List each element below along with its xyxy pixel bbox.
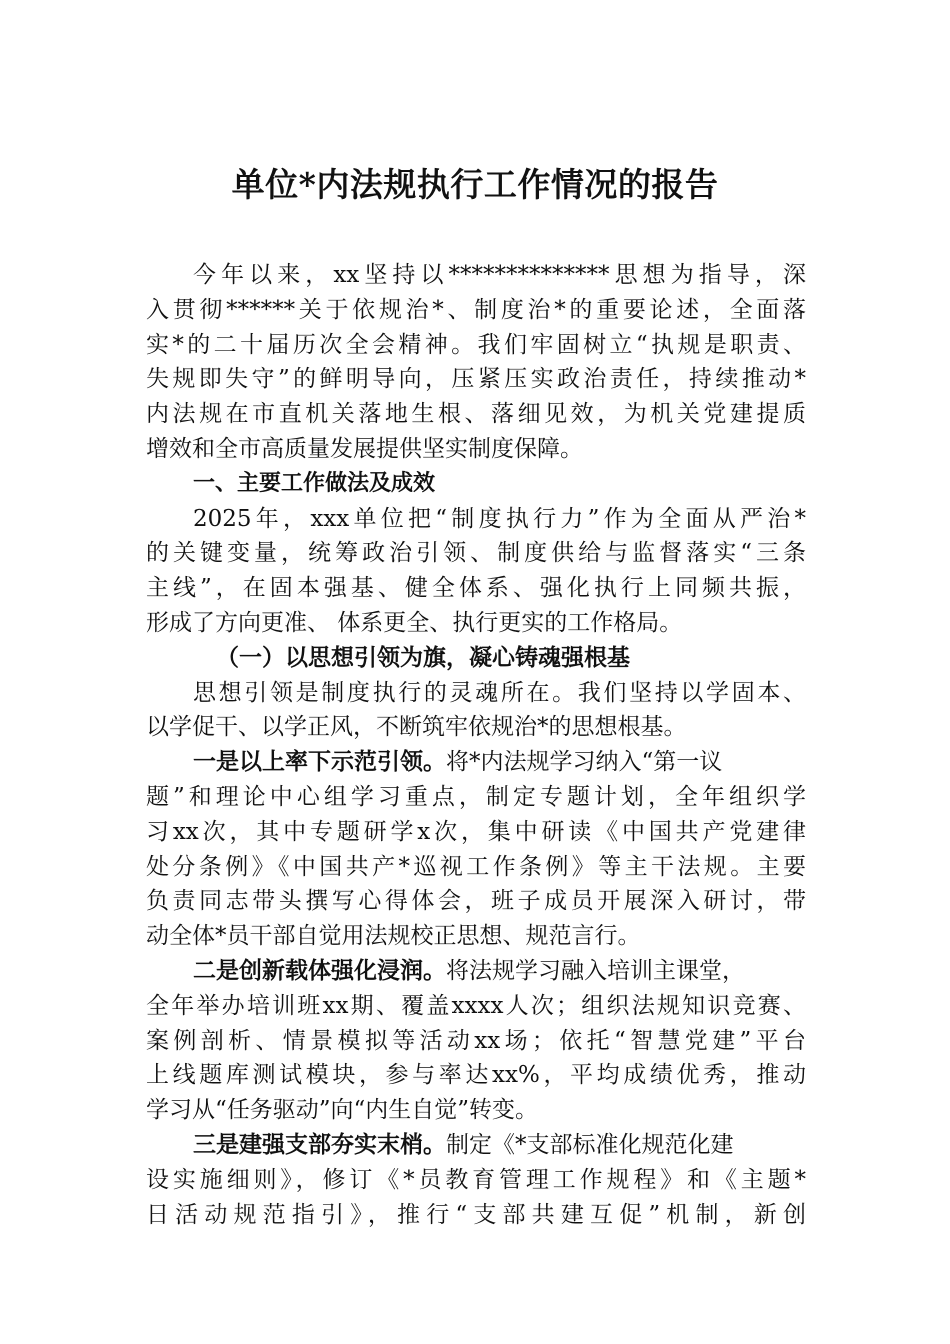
subsection-heading: （一）以思想引领为旗，凝心铸魂强根基 [216, 643, 630, 671]
paragraph-line: 全年举办培训班xx期、覆盖xxxx人次；组织法规知识竞赛、 [146, 992, 806, 1019]
paragraph-line: 失规即失守”的鲜明导向，压紧压实政治责任，持续推动* [146, 366, 806, 393]
paragraph-line [146, 1128, 806, 1163]
paragraph-line: 实*的二十届历次全会精神。我们牢固树立“执规是职责、 [146, 331, 806, 358]
paragraph-lead: 二是创新载体强化浸润。 [193, 956, 446, 984]
paragraph-text: 将法规学习融入培训主课堂， [446, 957, 745, 984]
paragraph-lead: 一是以上率下示范引领。 [193, 748, 446, 776]
paragraph-line: 处分条例》《中国共产*巡视工作条例》等主干法规。主要 [146, 853, 806, 880]
paragraph-line: 上线题库测试模块，参与率达xx%，平均成绩优秀，推动 [146, 1062, 806, 1089]
paragraph-line: 增效和全市高质量发展提供坚实制度保障。 [146, 435, 583, 462]
document-body [146, 258, 806, 1232]
paragraph-line: 内法规在市直机关落地生根、落细见效，为机关党建提质 [146, 401, 806, 428]
paragraph-line: 题”和理论中心组学习重点，制定专题计划，全年组织学 [146, 783, 806, 810]
paragraph-line: 形成了方向更准、 体系更全、执行更实的工作格局。 [146, 609, 683, 636]
paragraph-line: 2025年，xxx单位把“制度执行力”作为全面从严治* [193, 505, 806, 532]
document-title: 单位*内法规执行工作情况的报告 [231, 165, 719, 204]
paragraph-lead: 三是建强支部夯实末梢。 [193, 1130, 446, 1158]
paragraph-line: 动全体*员干部自觉用法规校正思想、规范言行。 [146, 923, 641, 950]
paragraph-line: 习xx次，其中专题研学x次，集中研读《中国共产党建律 [146, 818, 806, 845]
paragraph-line: 学习从“任务驱动”向“内生自觉”转变。 [146, 1097, 539, 1124]
paragraph-line: 设实施细则》，修订《*员教育管理工作规程》和《主题* [146, 1166, 806, 1193]
paragraph-text: 将*内法规学习纳入“第一议 [446, 749, 723, 776]
paragraph-line: 以学促干、以学正风，不断筑牢依规治*的思想根基。 [146, 714, 687, 741]
paragraph-line: 案例剖析、情景模拟等活动xx场；依托“智慧党建”平台 [146, 1027, 806, 1054]
paragraph-line: 入贯彻******关于依规治*、制度治*的重要论述，全面落 [146, 296, 806, 323]
paragraph-line [146, 954, 806, 989]
paragraph-line: 的关键变量，统筹政治引领、制度供给与监督落实“三条 [146, 540, 806, 567]
paragraph-line: 思想引领是制度执行的灵魂所在。我们坚持以学固本、 [193, 679, 806, 706]
paragraph-line: 今年以来，xx坚持以**************思想为指导，深 [193, 262, 806, 288]
paragraph-line [146, 745, 806, 780]
paragraph-line: 主线”，在固本强基、健全体系、强化执行上同频共振， [146, 575, 806, 602]
paragraph-line: 日活动规范指引》，推行“支部共建互促”机制，新创 [146, 1201, 806, 1228]
paragraph-line: 负责同志带头撰写心得体会，班子成员开展深入研讨，带 [146, 888, 806, 915]
section-heading: 一、主要工作做法及成效 [193, 470, 436, 496]
paragraph-text: 制定《*支部标准化规范化建 [446, 1131, 734, 1158]
